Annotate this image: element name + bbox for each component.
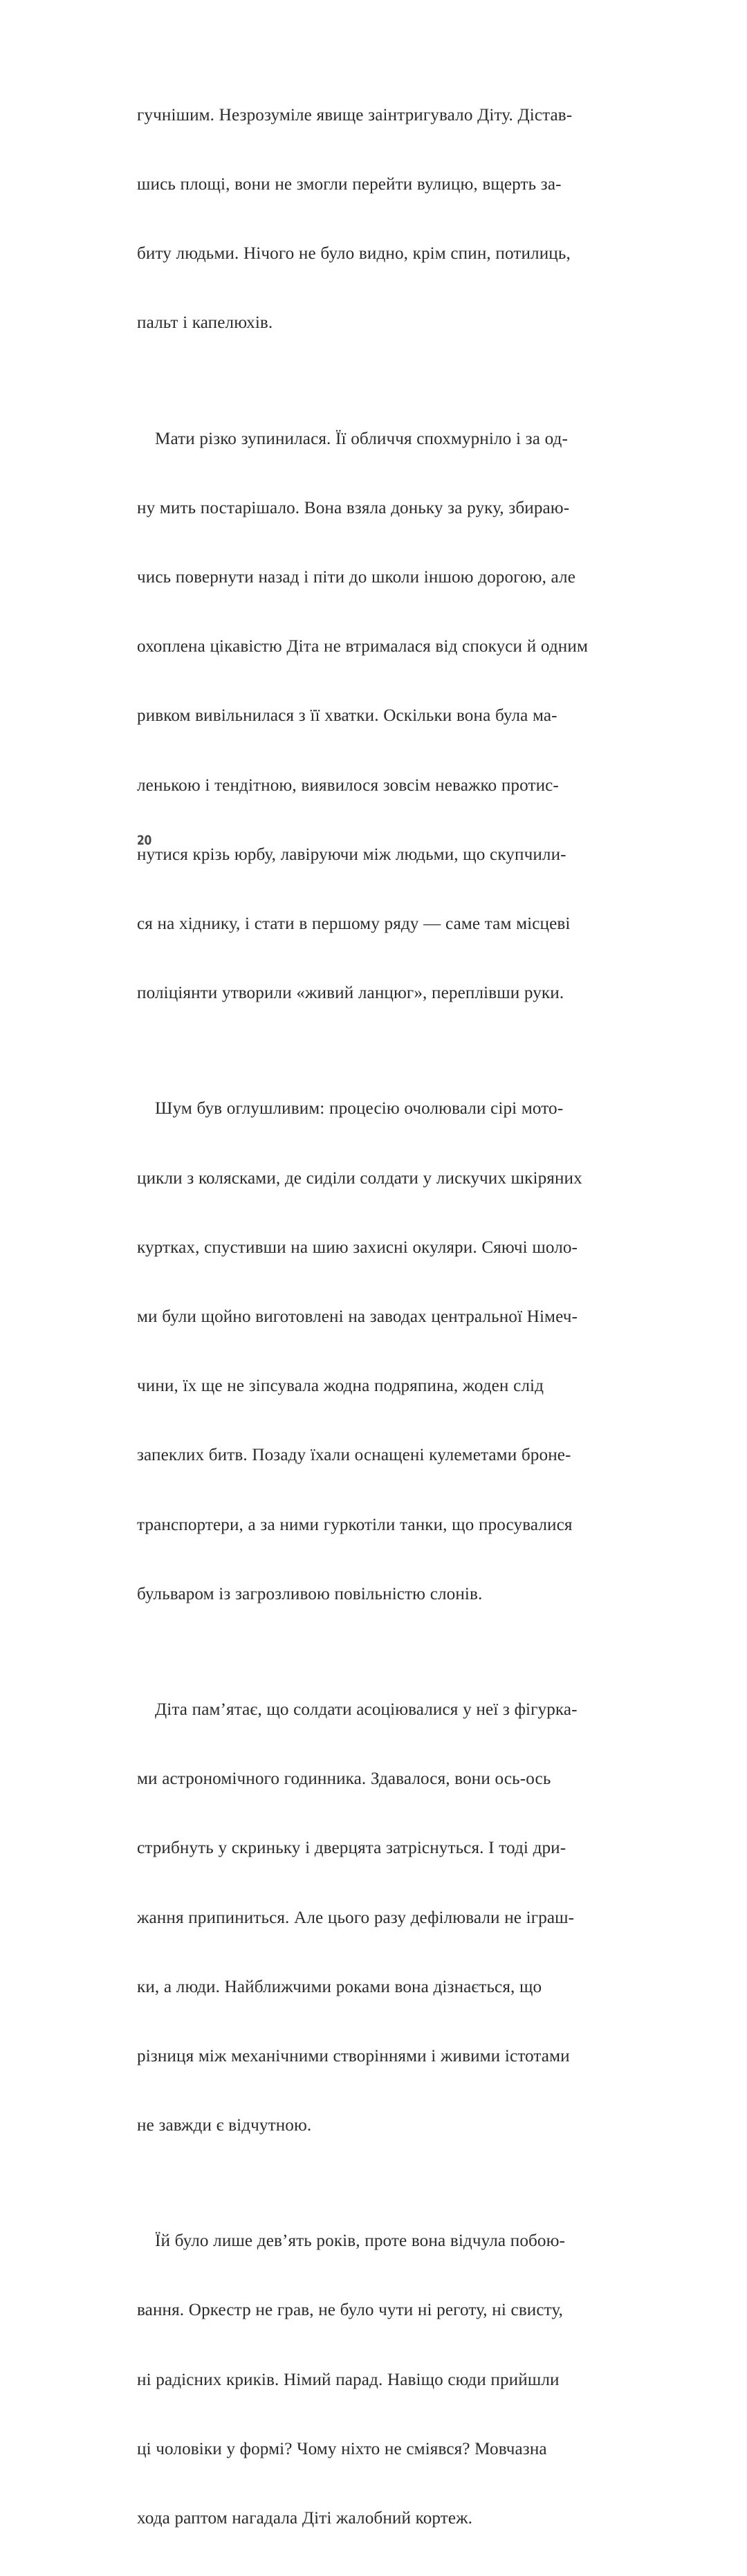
text-line: пальт і капелюхів.	[137, 313, 273, 333]
text-line: ні радісних криків. Німий парад. Навіщо сюди прийшли	[137, 2370, 560, 2389]
text-line: биту людьми. Нічого не було видно, крім спин, потилиць,	[137, 244, 571, 264]
text-line-content: Шум був оглушливим: процесію очолювали сірі мото-	[155, 1099, 564, 1119]
page-number: 20	[137, 833, 152, 848]
text-line: ну мить постарішало. Вона взяла доньку за руку, збираю-	[137, 498, 570, 517]
text-line-first	[137, 1097, 606, 1120]
text-line: ленькою і тендітною, виявилося зовсім неважко протис-	[137, 775, 559, 795]
text-line-content: Діта пам’ятає, що солдати асоціювалися у неї з фігурка-	[155, 1700, 578, 1719]
text-line: не завжди є відчутною.	[137, 2116, 312, 2135]
paragraph	[137, 2183, 606, 2576]
text-line-first	[137, 427, 606, 450]
body-text-column	[137, 57, 606, 2576]
text-line: ці чоловіки у формі? Чому ніхто не сміявся? Мовчазна	[137, 2439, 547, 2458]
text-line: ми були щойно виготовлені на заводах центральної Німеч-	[137, 1307, 578, 1326]
text-line: нутися крізь юрбу, лавіруючи між людьми, що скупчили-	[137, 845, 566, 864]
paragraph	[137, 1051, 606, 1652]
paragraph	[137, 1652, 606, 2183]
text-line: чись повернути назад і піти до школи іншою дорогою, але	[137, 567, 576, 587]
text-line: охоплена цікавістю Діта не втрималася від спокуси й одним	[137, 637, 588, 656]
text-line: стрибнуть у скриньку і дверцята затріснуться. І тоді дри-	[137, 1839, 566, 1858]
text-line: поліціянти утворили «живий ланцюг», переплівши руки.	[137, 984, 564, 1003]
text-line: вання. Оркестр не грав, не було чути ні реготу, ні свисту,	[137, 2301, 564, 2320]
text-line: транспортери, а за ними гуркотіли танки, що просувалися	[137, 1515, 573, 1534]
paragraph	[137, 381, 606, 1051]
text-line: куртках, спустивши на шию захисні окуляри. Сяючі шоло-	[137, 1238, 578, 1257]
text-line-content: Мати різко зупинилася. Її обличчя спохмурніло і за од-	[155, 429, 568, 448]
text-line: запеклих битв. Позаду їхали оснащені кулеметами броне-	[137, 1446, 571, 1465]
text-line: ми астрономічного годинника. Здавалося, вони ось-ось	[137, 1769, 551, 1789]
text-line: жання припиниться. Але цього разу дефілювали не іграш-	[137, 1908, 575, 1927]
text-line: гучнішим. Незрозуміле явище заінтригувало Діту. Дістав-	[137, 105, 573, 125]
text-line: ся на хіднику, і стати в першому ряду — саме там місцеві	[137, 914, 571, 934]
text-line-first	[137, 2229, 606, 2252]
text-line: різниця між механічними створіннями і живими істотами	[137, 2046, 570, 2066]
text-line: цикли з колясками, де сиділи солдати у лискучих шкіряних	[137, 1168, 582, 1188]
paragraph	[137, 57, 606, 381]
text-line: хода раптом нагадала Діті жалобний кортеж.	[137, 2509, 473, 2528]
text-line: чини, їх ще не зіпсувала жодна подряпина, жоден слід	[137, 1377, 544, 1396]
text-line-content: Їй було лише дев’ять років, проте вона відчула побою-	[155, 2232, 566, 2251]
text-line: шись площі, вони не змогли перейти вулицю, вщерть за-	[137, 175, 562, 194]
text-line: ки, а люди. Найближчими роками вона дізнається, що	[137, 1977, 542, 1996]
text-line-first	[137, 1698, 606, 1721]
text-line: бульваром із загрозливою повільністю слонів.	[137, 1584, 483, 1603]
text-line: ривком вивільнилася з її хватки. Оскільки вона була ма-	[137, 706, 557, 726]
